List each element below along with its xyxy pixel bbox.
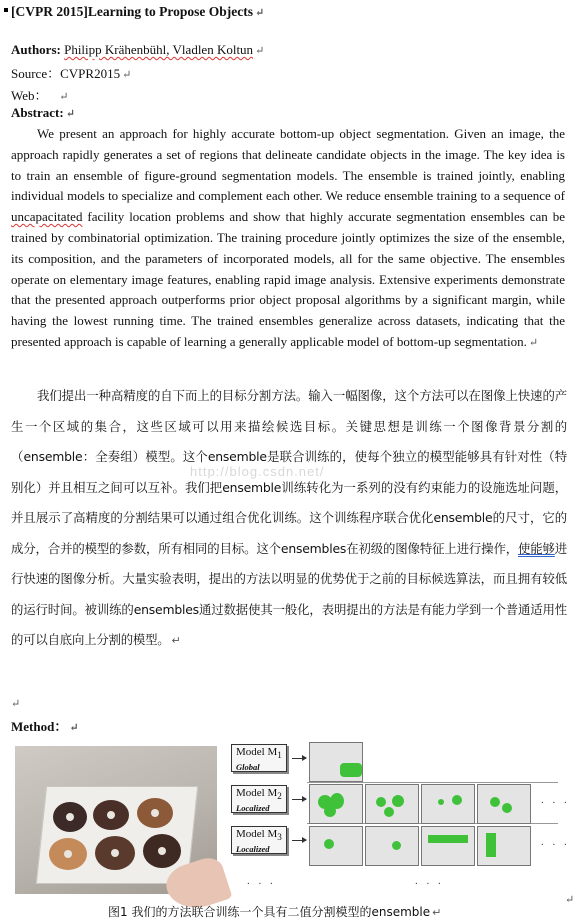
ellipsis: . . . [415,875,444,887]
ellipsis: . . . [541,794,570,806]
segmentation-tile [365,826,419,866]
segmentation-tile [421,784,475,824]
source-value: CVPR2015 [60,66,121,81]
donut-photo [15,746,217,894]
donut [137,798,173,828]
segmentation-tile [309,826,363,866]
paragraph-mark: ↵ [565,894,574,906]
arrow-right [292,799,306,800]
ellipsis: . . . [541,836,570,848]
model-box-2: Model $M_2$ Localized [231,785,287,813]
donut [93,800,129,830]
authors-label: Authors: [11,42,61,57]
row-divider [307,782,558,783]
donut [49,838,87,870]
grammar-flag: 使能够 [517,540,555,556]
segmentation-tile [477,784,531,824]
segmentation-tile [421,826,475,866]
segmentation-tile [309,742,363,782]
abstract-english: We present an approach for highly accurate bottom-up object segmentation. Given an image, the approach rapidly generates a set of regions that delineate candidate objects in the image. The key idea is to train an ensemble of figure-ground segmentation models. The ensemble is trained jointly, enabling individual models to specialize and complement each other. We reduce ensemble training to a sequence of uncapacitated facility location problems and show that highly accurate segmentation ensembles can be trained by combinatorial optimization. The training procedure jointly optimizes the size of the ensemble, its composition, and the parameters of incorporated models, all for the same objective. The ensembles operate on elementary image features, enabling rapid image analysis. Extensive experiments demonstrate that the presented approach outperforms prior object proposal algorithms by a significant margin, while having the lowest running time. The trained ensembles generalize across datasets, indicating that the presented approach is capable of learning a generally applicable model of bottom-up segmentation. ↵ [11,126,565,349]
misspelled-word: uncapacitated [11,209,83,225]
figure-caption: 图1 我们的方法联合训练一个具有二值分割模型的ensemble ↵ [108,905,442,919]
watermark: http://blog.csdn.net/ [190,464,325,479]
source-line: Source：CVPR2015 ↵ [11,66,132,81]
authors-value: Philipp Krähenbühl, Vladlen Koltun [64,42,254,57]
donut [53,802,87,832]
segmentation-tile [477,826,531,866]
web-label: Web： [11,88,48,103]
figure-1 [11,742,571,898]
abstract-chinese: 我们提出一种高精度的自下而上的目标分割方法。输入一幅图像，这个方法可以在图像上快速的产生一个区域的集合，这些区域可以用来描绘候选目标。关键思想是训练一个图像背景分割的（ensemble：全奏组）模型。这个ensemble是联合训练的，使每个独立的模型能够具有针对性（特别化）并且相互之间可以互补。我们把ensemble训练转化为一系列的没有约束能力的设施选址问题，并且展示了高精度的分割结果可以通过组合优化训练。这个训练程序联合优化ensemble的尺寸，它的成分，合并的模型的参数，所有相同的目标。这个ensembles在初级的图像特征上进行操作，使能够进行快速的图像分析。大量实验表明，提出的方法以明显的优势优于之前的目标候选算法，而且拥有较低的运行时间。被训练的ensembles通过数据使其一般化，表明提出的方法是有能力学到一个普通适用性的可以自底向上分割的模型。 ↵ [11,388,567,647]
empty-paragraph: ↵ [11,698,21,710]
ellipsis: . . . [247,875,276,887]
model-box-1: Model $M_1$ Global [231,744,287,772]
heading-bullet [4,8,8,12]
method-heading: Method： ↵ [11,719,79,734]
source-label: Source： [11,66,61,81]
arrow-right [292,758,306,759]
donut [143,834,181,868]
segmentation-tile [309,784,363,824]
web-line: Web： ↵ [11,88,69,103]
segmentation-tile [365,784,419,824]
abstract-heading: Abstract: ↵ [11,105,75,120]
donut [95,836,135,870]
authors-line: Authors: Philipp Krähenbühl, Vladlen Koltun ↵ [11,42,265,57]
model-box-3: Model $M_3$ Localized [231,826,287,854]
arrow-right [292,840,306,841]
document-title: [CVPR 2015]Learning to Propose Objects ↵ [11,4,265,19]
